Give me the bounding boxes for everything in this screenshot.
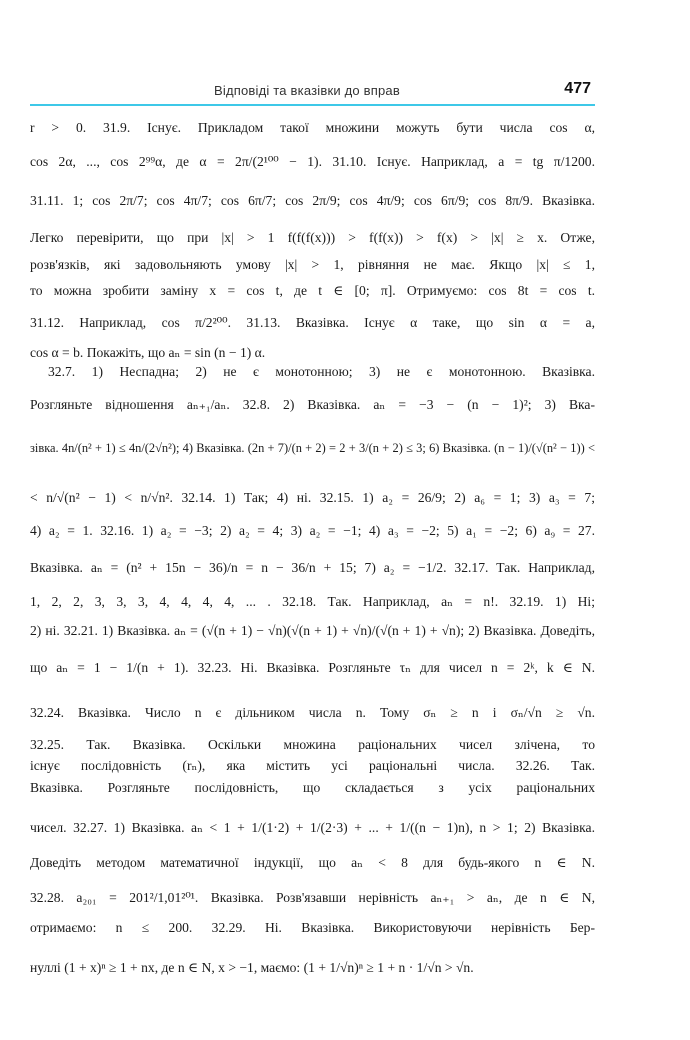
text-line: cos α = b. Покажіть, що aₙ = sin (n − 1) α.	[30, 345, 266, 360]
text-line: Легко перевірити, що при |x| > 1 f(f(f(x))) > f(f(x)) > f(x) > |x| ≥ x. Отже,	[30, 230, 595, 245]
text-line: 4) a₂ = 1. 32.16. 1) a₂ = −3; 2) a₂ = 4; 3) a₂ = −1; 4) a₃ = −2; 5) a₁ = −2; 6) a₉ = 27.	[30, 523, 595, 538]
text-line: 31.12. Наприклад, cos π/2²⁰⁰. 31.13. Вказівка. Існує α таке, що sin α = a,	[30, 315, 595, 330]
text-line: < n/√(n² − 1) < n/√n². 32.14. 1) Так; 4) ні. 32.15. 1) a₂ = 26/9; 2) a₆ = 1; 3) a₃ = 7;	[30, 490, 595, 505]
text-line: нуллі (1 + x)ⁿ ≥ 1 + nx, де n ∈ N, x > −1, маємо: (1 + 1/√n)ⁿ ≥ 1 + n · 1/√n > √n.	[30, 960, 474, 975]
text-line: чисел. 32.27. 1) Вказівка. aₙ < 1 + 1/(1·2) + 1/(2·3) + ... + 1/((n − 1)n), n > 1; 2) Вказівка.	[30, 820, 595, 835]
text-line: 1, 2, 2, 3, 3, 3, 4, 4, 4, 4, ... . 32.18. Так. Наприклад, aₙ = n!. 32.19. 1) Ні;	[30, 594, 595, 609]
text-line: 2) ні. 32.21. 1) Вказівка. aₙ = (√(n + 1) − √n)(√(n + 1) + √n)/(√(n + 1) + √n); 2) Вказівка. Доведіть,	[30, 623, 595, 638]
page-header	[30, 78, 595, 104]
text-line: 32.7. 1) Неспадна; 2) не є монотонною; 3) не є монотонною. Вказівка.	[48, 364, 595, 379]
text-line: що aₙ = 1 − 1/(n + 1). 32.23. Ні. Вказівка. Розгляньте τₙ для чисел n = 2ᵏ, k ∈ N.	[30, 660, 595, 675]
page-number: 477	[564, 80, 591, 97]
text-line: існує послідовність (rₙ), яка містить усі раціональні числа. 32.26. Так.	[30, 758, 595, 773]
running-head: Відповіді та вказівки до вправ	[214, 83, 400, 98]
text-line: Доведіть методом математичної індукції, що aₙ < 8 для будь-якого n ∈ N.	[30, 855, 595, 870]
text-line: 32.28. a₂₀₁ = 201²/1,01²⁰¹. Вказівка. Розв'язавши нерівність aₙ₊₁ > aₙ, де n ∈ N,	[30, 890, 595, 905]
text-line: r > 0. 31.9. Існує. Прикладом такої множини можуть бути числа cos α,	[30, 120, 595, 135]
header-rule	[30, 104, 595, 106]
text-line: cos 2α, ..., cos 2⁹⁹α, де α = 2π/(2¹⁰⁰ − 1). 31.10. Існує. Наприклад, a = tg π/1200.	[30, 154, 595, 169]
text-line: то можна зробити заміну x = cos t, де t ∈ [0; π]. Отримуємо: cos 8t = cos t.	[30, 283, 595, 298]
text-line: 31.11. 1; cos 2π/7; cos 4π/7; cos 6π/7; cos 2π/9; cos 4π/9; cos 6π/9; cos 8π/9. Вказівка.	[30, 193, 595, 208]
text-line: Розгляньте відношення aₙ₊₁/aₙ. 32.8. 2) Вказівка. aₙ = −3 − (n − 1)²; 3) Вка-	[30, 397, 595, 412]
text-line: 32.24. Вказівка. Число n є дільником числа n. Тому σₙ ≥ n і σₙ/√n ≥ √n.	[30, 705, 595, 720]
text-line: Вказівка. aₙ = (n² + 15n − 36)/n = n − 36/n + 15; 7) a₂ = −1/2. 32.17. Так. Наприклад,	[30, 560, 595, 575]
text-line: розв'язків, які задовольняють умову |x| > 1, рівняння не має. Якщо |x| ≤ 1,	[30, 257, 595, 272]
text-line: 32.25. Так. Вказівка. Оскільки множина раціональних чисел злічена, то	[30, 737, 595, 752]
text-line: Вказівка. Розгляньте послідовність, що складається з усіх раціональних	[30, 780, 595, 795]
text-line: зівка. 4n/(n² + 1) ≤ 4n/(2√n²); 4) Вказівка. (2n + 7)/(n + 2) = 2 + 3/(n + 2) ≤ 3; 6) Вказівка. (n − 1)/(√(n² − 1)) <	[30, 441, 595, 455]
text-line: отримаємо: n ≤ 200. 32.29. Ні. Вказівка. Використовуючи нерівність Бер-	[30, 920, 595, 935]
